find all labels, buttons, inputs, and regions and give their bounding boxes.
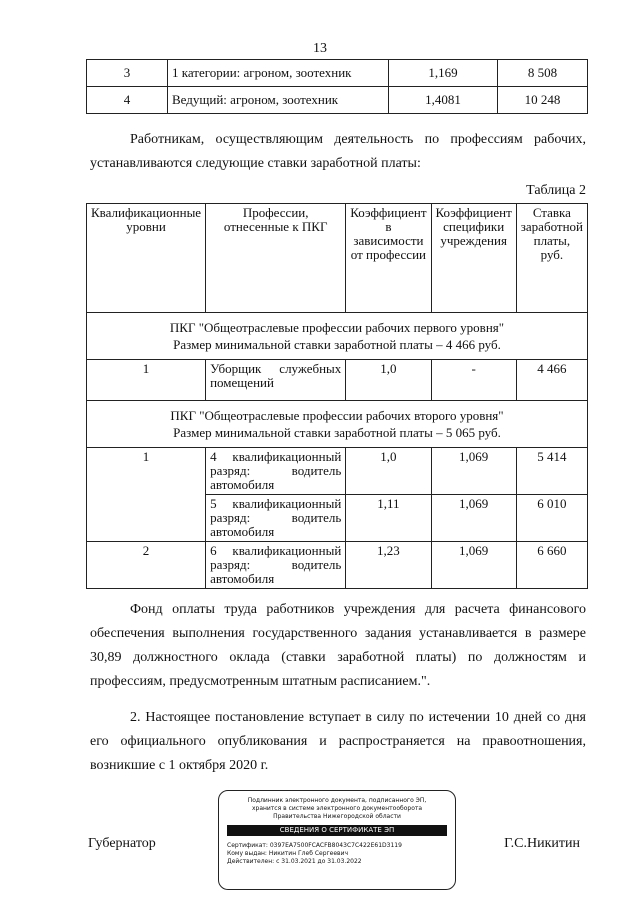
profession-cell: 4 квалификационный разряд: водитель автомобиля <box>206 448 346 495</box>
coef-cell: 1,169 <box>389 60 498 87</box>
coef-cell: 1,11 <box>346 495 431 542</box>
coef-cell: 1,0 <box>346 448 431 495</box>
group-row <box>87 313 588 360</box>
level-cell: 2 <box>87 542 206 589</box>
header-level: Квалификационные уровни <box>87 204 206 313</box>
header-coef-specific: Коэффициент специфики учреждения <box>431 204 516 313</box>
group-title: ПКГ "Общеотраслевые профессии рабочих первого уровня" <box>169 320 505 335</box>
rate-cell: 6 010 <box>516 495 587 542</box>
table-row <box>87 448 588 495</box>
group-first-level <box>87 313 588 360</box>
stamp-header: СВЕДЕНИЯ О СЕРТИФИКАТЕ ЭП <box>227 825 447 836</box>
signature-position: Губернатор <box>88 836 156 851</box>
salary-table-continued <box>86 59 588 114</box>
item2-paragraph: 2. Настоящее постановление вступает в силу по истечении 10 дней со дня его официального опубликования и распространяется на правоотношения, возникшие с 1 октября 2020 г. <box>90 710 586 773</box>
group-second-level <box>87 401 588 448</box>
table-caption: Таблица 2 <box>526 183 586 198</box>
profession-cell: 6 квалификационный разряд: водитель автомобиля <box>206 542 346 589</box>
stamp-line: Правительства Нижегородской области <box>273 813 401 820</box>
table-row <box>87 87 588 114</box>
position-cell: Ведущий: агроном, зоотехник <box>168 87 389 114</box>
table-row <box>87 360 588 401</box>
rate-cell: 4 466 <box>516 360 587 401</box>
e-signature-stamp <box>218 790 456 890</box>
coef-cell: - <box>431 360 516 401</box>
table-row <box>87 542 588 589</box>
signature-name: Г.С.Никитин <box>504 836 580 851</box>
position-cell: 1 категории: агроном, зоотехник <box>168 60 389 87</box>
group-min-rate: Размер минимальной ставки заработной платы – 5 065 руб. <box>173 425 501 440</box>
worker-rates-table <box>86 203 588 589</box>
stamp-cert: Сертификат: 0397EA7500FCACFB8043C7C422E61D3119 <box>227 842 402 849</box>
page-number: 13 <box>313 41 327 56</box>
level-cell: 4 <box>87 87 168 114</box>
coef-cell: 1,069 <box>431 448 516 495</box>
header-rate: Ставка заработной платы, руб. <box>516 204 587 313</box>
intro-paragraph: Работникам, осуществляющим деятельность по профессиям рабочих, устанавливаются следующие ставки заработной платы: <box>90 132 586 171</box>
level-cell: 1 <box>87 448 206 542</box>
rate-cell: 8 508 <box>498 60 588 87</box>
coef-cell: 1,0 <box>346 360 431 401</box>
fund-paragraph: Фонд оплаты труда работников учреждения для расчета финансового обеспечения выполнения государственного задания устанавливается в размере 30,89 должностного оклада (ставки заработной платы) по должностям и профессиям, предусмотренным штатным расписанием.". <box>90 602 586 689</box>
profession-cell: Уборщик служебных помещений <box>206 360 346 401</box>
header-coef-profession: Коэффициент в зависимости от профессии <box>346 204 431 313</box>
stamp-valid: Действителен: с 31.03.2021 до 31.03.2022 <box>227 858 362 865</box>
rate-cell: 6 660 <box>516 542 587 589</box>
group-title: ПКГ "Общеотраслевые профессии рабочих второго уровня" <box>170 408 504 423</box>
stamp-line: Подлинник электронного документа, подписанного ЭП, <box>247 797 427 804</box>
group-min-rate: Размер минимальной ставки заработной платы – 4 466 руб. <box>173 337 501 352</box>
stamp-line: хранится в системе электронного документооборота <box>251 805 423 812</box>
coef-cell: 1,4081 <box>389 87 498 114</box>
stamp-owner: Кому выдан: Никитин Глеб Сергеевич <box>227 850 349 857</box>
table-header-row <box>87 204 588 313</box>
rate-cell: 5 414 <box>516 448 587 495</box>
coef-cell: 1,23 <box>346 542 431 589</box>
level-cell: 3 <box>87 60 168 87</box>
profession-cell: 5 квалификационный разряд: водитель автомобиля <box>206 495 346 542</box>
header-profession: Профессии, отнесенные к ПКГ <box>206 204 346 313</box>
level-cell: 1 <box>87 360 206 401</box>
rate-cell: 10 248 <box>498 87 588 114</box>
table-row <box>87 60 588 87</box>
coef-cell: 1,069 <box>431 542 516 589</box>
group-row <box>87 401 588 448</box>
coef-cell: 1,069 <box>431 495 516 542</box>
